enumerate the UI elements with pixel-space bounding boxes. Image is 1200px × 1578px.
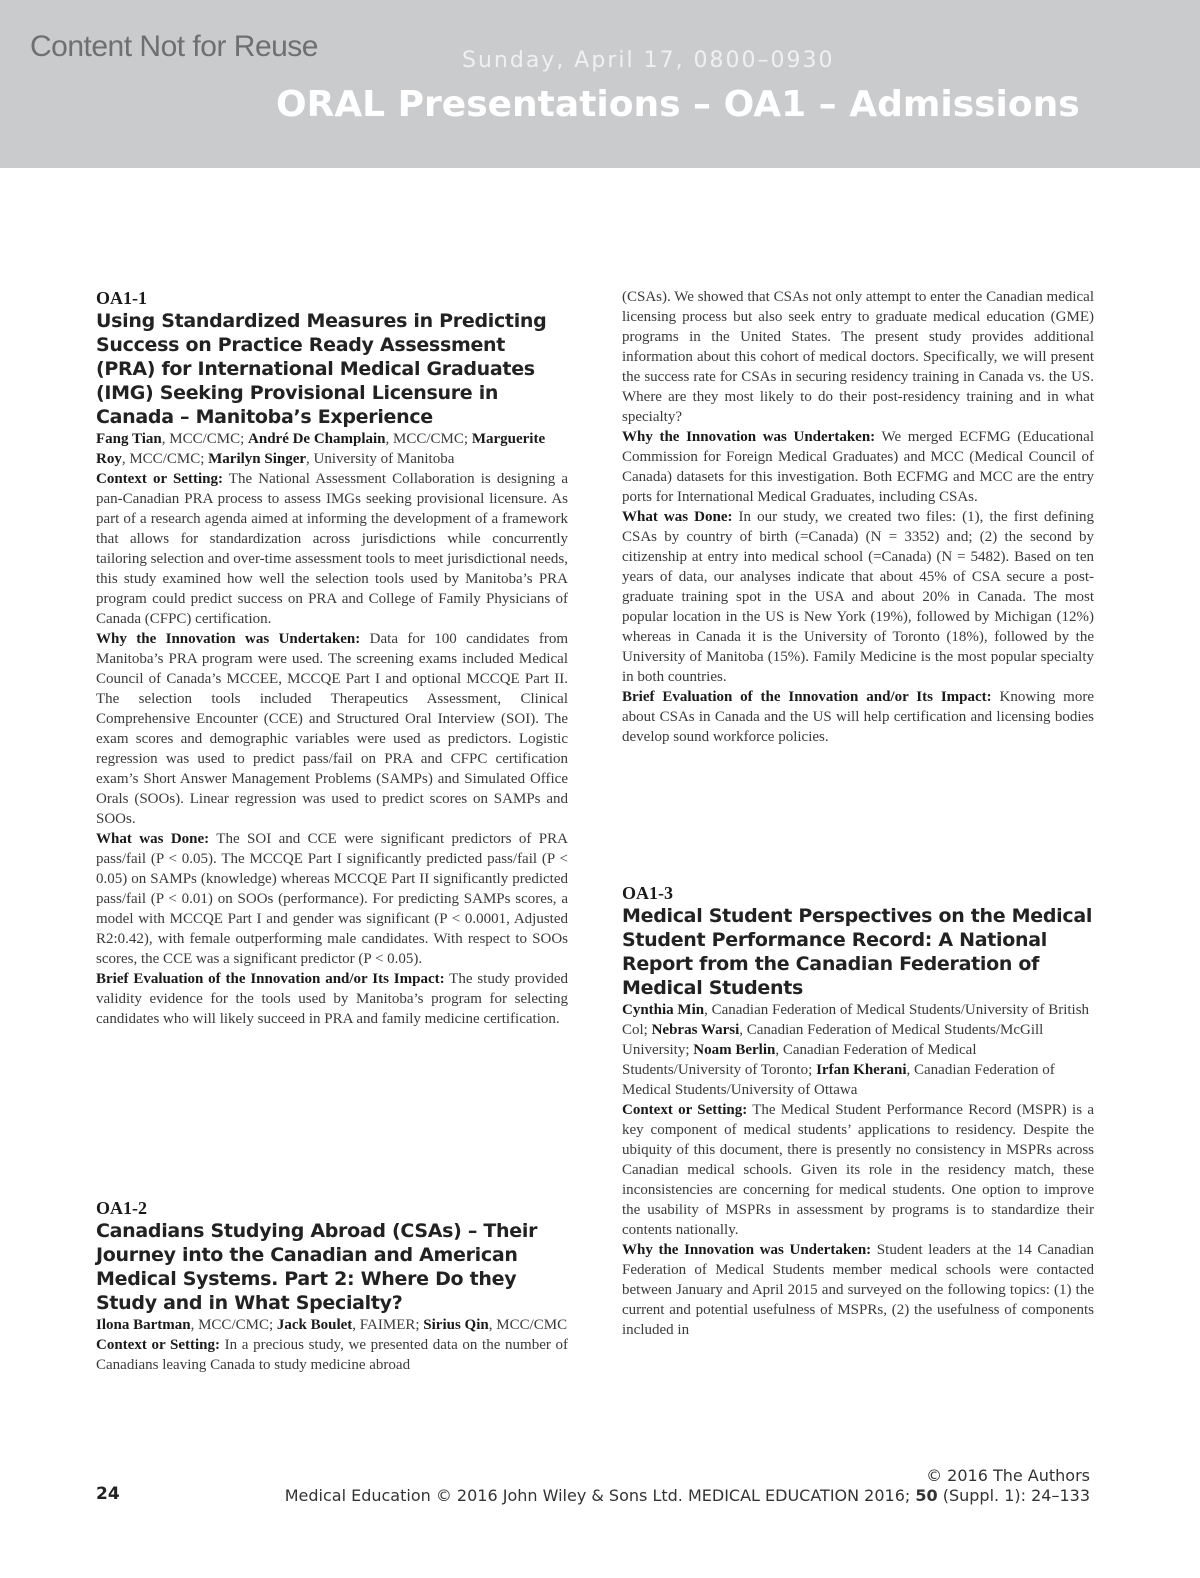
section-evaluation [622, 687, 1094, 747]
section-text: The SOI and CCE were significant predictors of PRA pass/fail (P < 0.05). The MCCQE Part I significantly predicted pass/fail (P < 0.05) on SAMPs (knowledge) whereas MCCQE Part II significantly predicted pass/fail (P < 0.01) on SOOs (performance). For predicting SAMPs scores, a model with MCCQE Part I and gender was significant (P < 0.0001, Adjusted R2:0.42), with female outperforming male candidates. With respect to SOOs scores, the CCE was a significant predictor (P < 0.05). [96, 831, 568, 967]
watermark: Content Not for Reuse [30, 30, 318, 63]
section-text: The study provided validity evidence for the tools used by Manitoba’s program for selecting candidates who will likely succeed in PRA and family medicine certification. [96, 971, 568, 1027]
abstract-title: Using Standardized Measures in Predicting Success on Practice Ready Assessment (PRA) for International Medical Graduates (IMG) Seeking Provisional Licensure in Canada – Manitoba’s Experience [96, 310, 547, 428]
author-name: Fang Tian [96, 431, 162, 447]
author-name: André De Champlain [248, 431, 386, 447]
section-done [622, 507, 1094, 687]
section-text: The Medical Student Performance Record (MSPR) is a key component of medical students’ applications to residency. Despite the ubiquity of this document, there is presently no consistency in MSPRs across Canadian medical schools. Given its role in the residency match, these inconsistencies are concerning for medical students. One option to improve the usability of MSPRs in assessment by programs is to standardize their contents nationally. [622, 1102, 1094, 1238]
section-label: Context or Setting: [96, 471, 223, 487]
section-label: Why the Innovation was Undertaken: [96, 631, 361, 647]
abstract-id: OA1-1 [96, 288, 147, 308]
author-name: Marilyn Singer [208, 451, 307, 467]
author-name: Cynthia Min [622, 1002, 705, 1018]
section-context [96, 1335, 568, 1375]
section-text: Student leaders at the 14 Canadian Federation of Medical Students member medical schools were contacted between January and April 2015 and surveyed on the following topics: (1) the current and potential usefulness of MSPRs, (2) the usefulness of components included in [622, 1242, 1095, 1338]
abstract-oa1-1 [96, 288, 568, 1029]
author-list [622, 1000, 1094, 1100]
abstract-id: OA1-2 [96, 1198, 147, 1218]
author-affiliation: , MCC/CMC; [385, 431, 472, 447]
section-evaluation [96, 969, 568, 1029]
abstract-title: Canadians Studying Abroad (CSAs) – Their Journey into the Canadian and American Medical Systems. Part 2: Where Do they Study and in What Specialty? [96, 1220, 538, 1314]
abstract-oa1-2-continued [622, 287, 1094, 747]
section-text: Data for 100 candidates from Manitoba’s PRA program were used. The screening exams included Medical Council of Canada’s MCCEE, MCCQE Part I and optional MCCQE Part II. The selection tools included Therapeutics Assessment, Clinical Comprehensive Encounter (CCE) and Structured Oral Interview (SOI). The exam scores and demographic variables were used as predictors. Logistic regression was used to predict pass/fail on PRA and CFPC certification exam’s Short Answer Management Problems (SAMPs) and Simulated Office Orals (SOOs). Linear regression was used to predict scores on SAMPs and SOOs. [96, 631, 568, 827]
abstract-oa1-2 [96, 1198, 568, 1375]
author-list [96, 429, 568, 469]
section-context [622, 1100, 1094, 1240]
section-banner [0, 0, 1200, 168]
author-affiliation: , MCC/CMC; [161, 431, 249, 447]
section-text: In our study, we created two files: (1), the first defining CSAs by country of birth (=Canada) (N = 3352) and; (2) the second by citizenship at entry into medical school (=Canada) (N = 5482). Based on ten years of data, our analyses indicate that about 45% of CSA secure a post-graduate training spot in the USA and about 20% in Canada. The most popular location in the US is New York (19%), followed by Michigan (12%) whereas in Canada it is the University of Toronto (18%), followed by the University of Manitoba (15%). Family Medicine is the most popular specialty in both countries. [622, 509, 1095, 685]
author-affiliation: , FAIMER; [352, 1317, 424, 1333]
section-text: The National Assessment Collaboration is designing a pan-Canadian PRA process to assess IMGs seeking provisional licensure. As part of a research agenda aimed at informing the development of a framework that allows for standardization across jurisdictions while concurrently tailoring selection and over-time assessment tools to meet jurisdictional needs, this study examined how well the selection tools used by Manitoba’s PRA program could predict success on PRA and College of Family Physicians of Canada (CFPC) certification. [96, 471, 568, 627]
section-label: What was Done: [96, 831, 210, 847]
section-text: We merged ECFMG (Educational Commission for Foreign Medical Graduates) and MCC (Medical Council of Canada) datasets for this investigation. Both ECFMG and MCC are the entry ports for International Medical Graduates, including CSAs. [622, 429, 1094, 505]
abstract-oa1-3 [622, 883, 1094, 1340]
abstract-title: Medical Student Perspectives on the Medical Student Performance Record: A National Report from the Canadian Federation of Medical Students [622, 905, 1093, 999]
author-name: Jack Boulet [276, 1317, 353, 1333]
author-affiliation: , Canadian Federation of Medical Students/University of Toronto; [622, 1042, 977, 1078]
section-context [96, 469, 568, 629]
journal-suffix: (Suppl. 1): 24–133 [937, 1486, 1090, 1505]
author-name: Ilona Bartman [96, 1317, 191, 1333]
copyright: © 2016 The Authors [926, 1466, 1090, 1485]
section-label: Why the Innovation was Undertaken: [622, 429, 876, 445]
author-name: Sirius Qin [423, 1317, 489, 1333]
author-affiliation: , Canadian Federation of Medical Students/McGill University; [622, 1022, 1044, 1058]
section-why [622, 1240, 1094, 1340]
author-name: Irfan Kherani [816, 1062, 907, 1078]
author-affiliation: , MCC/CMC [488, 1317, 568, 1333]
page-number: 24 [96, 1484, 120, 1504]
section-label: Why the Innovation was Undertaken: [622, 1242, 872, 1258]
section-text: In a precious study, we presented data on the number of Canadians leaving Canada to study medicine abroad [96, 1337, 568, 1373]
section-why [622, 427, 1094, 507]
section-title: ORAL Presentations – OA1 – Admissions [276, 84, 1080, 125]
author-affiliation: , Canadian Federation of Medical Students/University of Ottawa [622, 1062, 1055, 1098]
author-affiliation: , MCC/CMC; [121, 451, 209, 467]
author-name: Nebras Warsi [651, 1022, 740, 1038]
session-date: Sunday, April 17, 0800–0930 [462, 48, 835, 73]
abstract-id: OA1-3 [622, 883, 673, 903]
author-affiliation: , University of Manitoba [306, 451, 455, 467]
section-done [96, 829, 568, 969]
author-name: Noam Berlin [693, 1042, 776, 1058]
journal-volume: 50 [915, 1486, 938, 1505]
author-affiliation: , MCC/CMC; [190, 1317, 277, 1333]
section-text: Knowing more about CSAs in Canada and the US will help certification and licensing bodies develop sound workforce policies. [622, 689, 1094, 745]
section-context-continued: (CSAs). We showed that CSAs not only attempt to enter the Canadian medical licensing process but also seek entry to graduate medical education (GME) programs in the United States. The present study provides additional information about this cohort of medical doctors. Specifically, we will present the success rate for CSAs in securing residency training in Canada vs. the US. Where are they most likely to do their post-residency training and in what specialty? [622, 289, 1094, 425]
author-name: Marguerite Roy [96, 431, 546, 467]
author-list [96, 1315, 568, 1335]
section-label: Context or Setting: [96, 1337, 221, 1353]
author-affiliation: , Canadian Federation of Medical Students/University of British Col; [622, 1002, 1090, 1038]
section-label: What was Done: [622, 509, 733, 525]
section-label: Brief Evaluation of the Innovation and/or Its Impact: [622, 689, 992, 705]
section-label: Brief Evaluation of the Innovation and/or Its Impact: [96, 971, 445, 987]
journal-prefix: Medical Education © 2016 John Wiley & Sons Ltd. MEDICAL EDUCATION 2016; [284, 1486, 916, 1505]
journal-citation [285, 1486, 1090, 1505]
section-label: Context or Setting: [622, 1102, 748, 1118]
section-why [96, 629, 568, 829]
